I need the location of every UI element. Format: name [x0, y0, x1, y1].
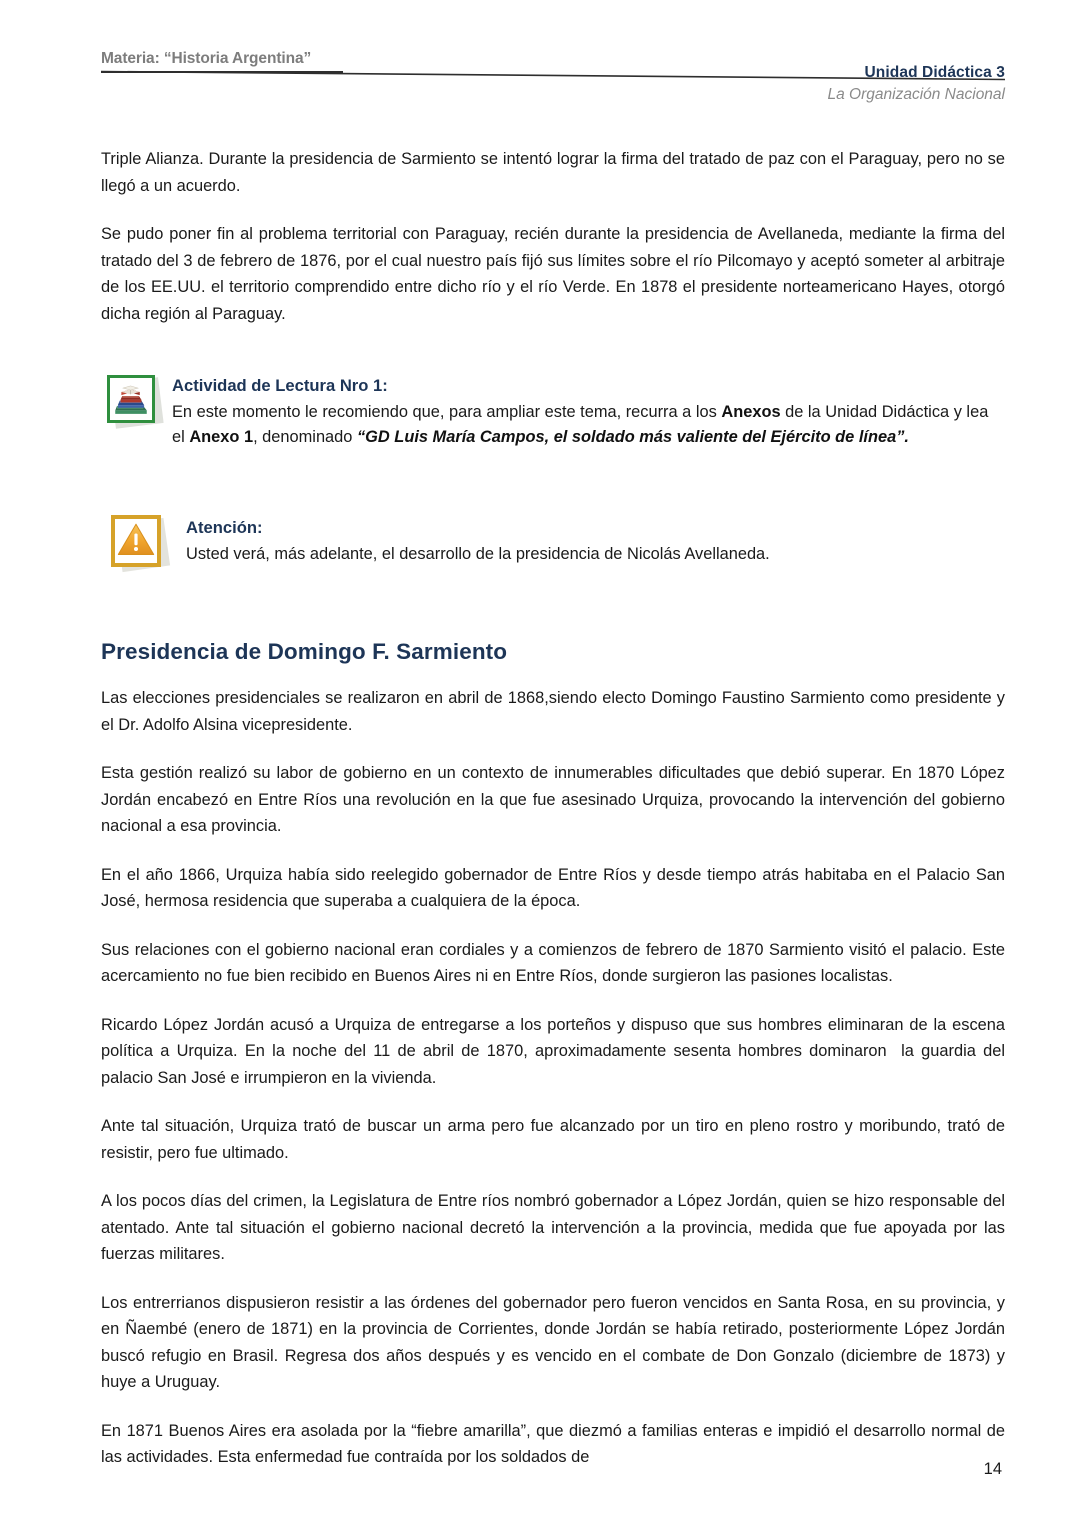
page-header	[0, 0, 1080, 120]
attention-callout-title: Atención:	[186, 518, 263, 537]
activity-bold-anexo-1: Anexo 1	[189, 428, 254, 446]
books-stack-icon	[107, 375, 163, 431]
section-heading: Presidencia de Domingo F. Sarmiento	[101, 639, 508, 664]
header-unit-title: Unidad Didáctica 3	[864, 64, 1005, 81]
paragraph-elecciones-1868: Las elecciones presidenciales se realizaron en abril de 1868,siendo electo Domingo Faustino Sarmiento como presidente y el Dr. Adolfo Alsina vicepresidente.	[101, 689, 1010, 734]
page-number: 14	[983, 1460, 1002, 1478]
activity-text-part-2: de la Unidad Didáctica y lea el	[172, 402, 993, 446]
books-stack-glyph	[107, 375, 155, 423]
header-unit-block	[828, 64, 1006, 106]
warning-triangle-icon	[111, 515, 171, 575]
attention-callout-text: Usted verá, más adelante, el desarrollo de la presidencia de Nicolás Avellaneda.	[186, 544, 770, 563]
activity-bold-italic-title: “GD Luis María Campos, el soldado más valiente del Ejército de línea”.	[356, 428, 909, 446]
activity-callout-text	[172, 400, 1005, 451]
activity-callout	[107, 373, 1005, 469]
header-subject-label: Materia: “Historia Argentina”	[101, 50, 312, 67]
warning-triangle-glyph	[111, 515, 161, 567]
paragraph-fiebre-amarilla: En 1871 Buenos Aires era asolada por la “fiebre amarilla”, que diezmó a familias enteras e impidió el desarrollo normal de las actividades. Esta enfermedad fue contraída por los soldados de	[101, 1421, 1010, 1466]
activity-callout-title: Actividad de Lectura Nro 1:	[172, 376, 388, 395]
paragraph-entrerrianos-resistencia: Los entrerrianos dispusieron resistir a las órdenes del gobernador pero fueron vencidos en Santa Rosa, en su provincia, y en Ñaembé (enero de 1871) en la provincia de Corrientes, donde Jordán se había retirado, posteriormente López Jordán buscó refugio en Brasil. Regresa dos años después y es vencido en el combate de Don Gonzalo (diciembre de 1873) y huye a Uruguay.	[101, 1293, 1010, 1391]
attention-callout-body	[186, 515, 1005, 567]
paragraph-urquiza-1866: En el año 1866, Urquiza había sido reelegido gobernador de Entre Ríos y desde tiempo atrás habitaba en el Palacio San José, hermosa residencia que superaba a cualquiera de la época.	[101, 865, 1010, 910]
activity-text-part-3: , denominado	[253, 428, 357, 446]
activity-text-part-1: En este momento le recomiendo que, para ampliar este tema, recurra a los	[172, 402, 722, 421]
paragraph-lopez-jordan-acusacion: Ricardo López Jordán acusó a Urquiza de entregarse a los porteños y dispuso que sus hombres eliminaran de la escena política a Urquiza. En la noche del 11 de abril de 1870, aproximadamente sesenta hombres dominaron la guardia del palacio San José e irrumpieron en la vivienda.	[101, 1015, 1010, 1087]
paragraph-triple-alianza: Triple Alianza. Durante la presidencia de Sarmiento se intentó lograr la firma del tratado de paz con el Paraguay, pero no se llegó a un acuerdo.	[101, 150, 1010, 195]
attention-callout	[111, 515, 1005, 581]
paragraph-legislatura-entre-rios: A los pocos días del crimen, la Legislatura de Entre ríos nombró gobernador a López Jordán, quien se hizo responsable del atentado. Ante tal situación el gobierno nacional decretó la intervención a la provincia, medida que fue apoyada por las fuerzas militares.	[101, 1192, 1010, 1263]
paragraph-tratado-paraguay: Se pudo poner fin al problema territorial con Paraguay, recién durante la presidencia de Avellaneda, mediante la firma del tratado del 3 de febrero de 1876, por el cual nuestro país fijó sus límites sobre el río Pilcomayo y aceptó someter al arbitraje de los EE.UU. el territorio comprendido entre dicho río y el río Verde. En 1878 el presidente norteamericano Hayes, otorgó dicha región al Paraguay.	[101, 225, 1010, 323]
header-unit-subtitle: La Organización Nacional	[827, 86, 1005, 103]
paragraph-gestion-dificultades: Esta gestión realizó su labor de gobierno en un contexto de innumerables dificultades que debió superar. En 1870 López Jordán encabezó en Entre Ríos una revolución en la que fue asesinado Urquiza, provocando la intervención del gobierno nacional a esa provincia.	[101, 764, 1010, 835]
page-content	[101, 146, 1010, 1493]
activity-callout-body	[172, 373, 1005, 451]
paragraph-relaciones-gobierno: Sus relaciones con el gobierno nacional eran cordiales y a comienzos de febrero de 1870 Sarmiento visitó el palacio. Este acercamiento no fue bien recibido en Buenos Aires ni en Entre Ríos, donde surgieron las pasiones localistas.	[101, 940, 1010, 985]
paragraph-urquiza-ultimado: Ante tal situación, Urquiza trató de buscar un arma pero fue alcanzado por un tiro en pleno rostro y moribundo, trató de resistir, pero fue ultimado.	[101, 1117, 1010, 1162]
activity-bold-anexos: Anexos	[721, 402, 781, 421]
